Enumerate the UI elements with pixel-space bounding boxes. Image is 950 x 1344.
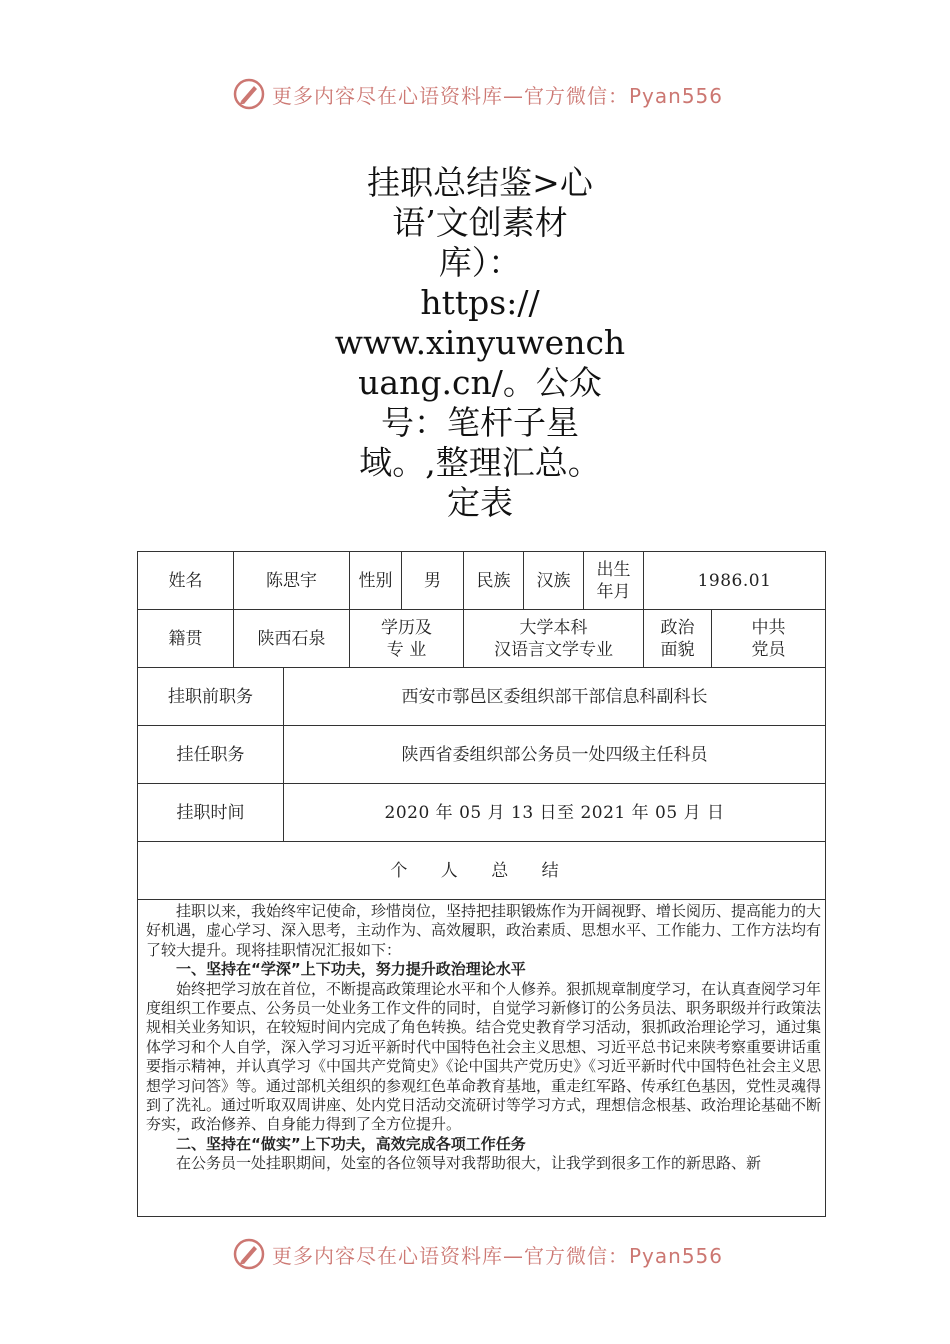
ethnicity-value: 汉族	[524, 552, 584, 610]
gender-value: 男	[402, 552, 464, 610]
summary-section-heading: 一、坚持在“学深”上下功夫，努力提升政治理论水平	[176, 960, 526, 979]
position-label: 挂任职务	[138, 726, 284, 784]
summary-paragraph: 在公务员一处挂职期间，处室的各位领导对我帮助很大，让我学到很多工作的新思路、新	[176, 1154, 762, 1173]
politics-value	[712, 610, 826, 668]
politics-value-line: 中共	[751, 617, 786, 638]
birth-label-line: 出生	[596, 559, 631, 580]
title-line: www.xinyuwench	[334, 323, 626, 362]
period-label: 挂职时间	[138, 784, 284, 842]
summary-paragraph: 挂职以来，我始终牢记使命，珍惜岗位，坚持把挂职锻炼作为开阔视野、增长阅历、提高能力的大好机遇，虚心学习、深入思考，主动作为、高效履职，政治素质、思想水平、工作能力、工作方法均有了较大提升。现将挂职情况汇报如下：	[146, 902, 821, 959]
politics-value-line: 党员	[751, 639, 786, 660]
summary-body	[146, 902, 821, 1214]
education-value-line: 汉语言文学专业	[494, 639, 613, 660]
education-value	[464, 610, 644, 668]
prev-position-label: 挂职前职务	[138, 668, 284, 726]
table-row	[138, 726, 826, 784]
summary-section-heading: 二、坚持在“做实”上下功夫，高效完成各项工作任务	[176, 1134, 526, 1153]
title-line: 号：笔杆子星	[381, 403, 579, 442]
title-line: uang.cn/。公众	[358, 363, 602, 402]
title-line: 定表	[447, 483, 513, 522]
birth-value: 1986.01	[644, 552, 826, 610]
hometown-value: 陕西石泉	[234, 610, 350, 668]
prev-position-value: 西安市鄠邑区委组织部干部信息科副科长	[284, 668, 826, 726]
hometown-label: 籍贯	[138, 610, 234, 668]
education-label	[350, 610, 464, 668]
politics-label-line: 政治	[660, 617, 695, 638]
summary-cell	[138, 900, 826, 1217]
birth-label-line: 年月	[596, 581, 631, 602]
document-title	[330, 163, 630, 523]
table-row	[138, 784, 826, 842]
watermark-text: 更多内容尽在心语资料库—官方微信：Pyan556	[272, 83, 724, 108]
table-row	[138, 900, 826, 1217]
education-label-line: 学历及	[381, 617, 432, 638]
title-line: https://	[420, 283, 540, 322]
name-label: 姓名	[138, 552, 234, 610]
table-row	[138, 842, 826, 900]
title-line: 语’文创素材	[392, 203, 568, 242]
education-label-line: 专 业	[386, 639, 427, 660]
education-value-line: 大学本科	[519, 617, 588, 638]
table-row	[138, 610, 826, 668]
table-row	[138, 552, 826, 610]
gender-label: 性别	[350, 552, 402, 610]
period-value: 2020 年 05 月 13 日至 2021 年 05 月 日	[284, 784, 826, 842]
title-line: 域。,整理汇总。	[359, 443, 601, 482]
watermark-banner-bottom	[232, 1234, 752, 1274]
table-row	[138, 668, 826, 726]
watermark-banner-top	[232, 74, 752, 114]
watermark-logo-icon	[232, 1237, 266, 1271]
watermark-logo-icon	[232, 77, 266, 111]
birth-label	[584, 552, 644, 610]
watermark-text: 更多内容尽在心语资料库—官方微信：Pyan556	[272, 1243, 724, 1268]
politics-label-line: 面貌	[660, 639, 695, 660]
title-line: 库）：	[438, 243, 522, 282]
summary-heading: 个 人 总 结	[138, 842, 826, 900]
politics-label	[644, 610, 712, 668]
ethnicity-label: 民族	[464, 552, 524, 610]
name-value: 陈思宇	[234, 552, 350, 610]
position-value: 陕西省委组织部公务员一处四级主任科员	[284, 726, 826, 784]
title-line: 挂职总结鉴>心	[367, 163, 593, 202]
appraisal-form-table	[137, 551, 826, 1217]
summary-paragraph: 始终把学习放在首位，不断提高政策理论水平和个人修养。狠抓规章制度学习，在认真查阅学习年度组织工作要点、公务员一处业务工作文件的同时，自觉学习新修订的公务员法、职务职级并行政策法规相关业务知识，在较短时间内完成了角色转换。结合党史教育学习活动，狠抓政治理论学习，通过集体学习和个人自学，深入学习习近平新时代中国特色社会主义思想、习近平总书记来陕考察重要讲话重要指示精神，并认真学习《中国共产党简史》《论中国共产党历史》《习近平新时代中国特色社会主义思想学习问答》等。通过部机关组织的参观红色革命教育基地，重走红军路、传承红色基因，党性灵魂得到了洗礼。通过听取双周讲座、处内党日活动交流研讨等学习方式，理想信念根基、政治理论基础不断夯实，政治修养、自身能力得到了全方位提升。	[146, 979, 821, 1134]
